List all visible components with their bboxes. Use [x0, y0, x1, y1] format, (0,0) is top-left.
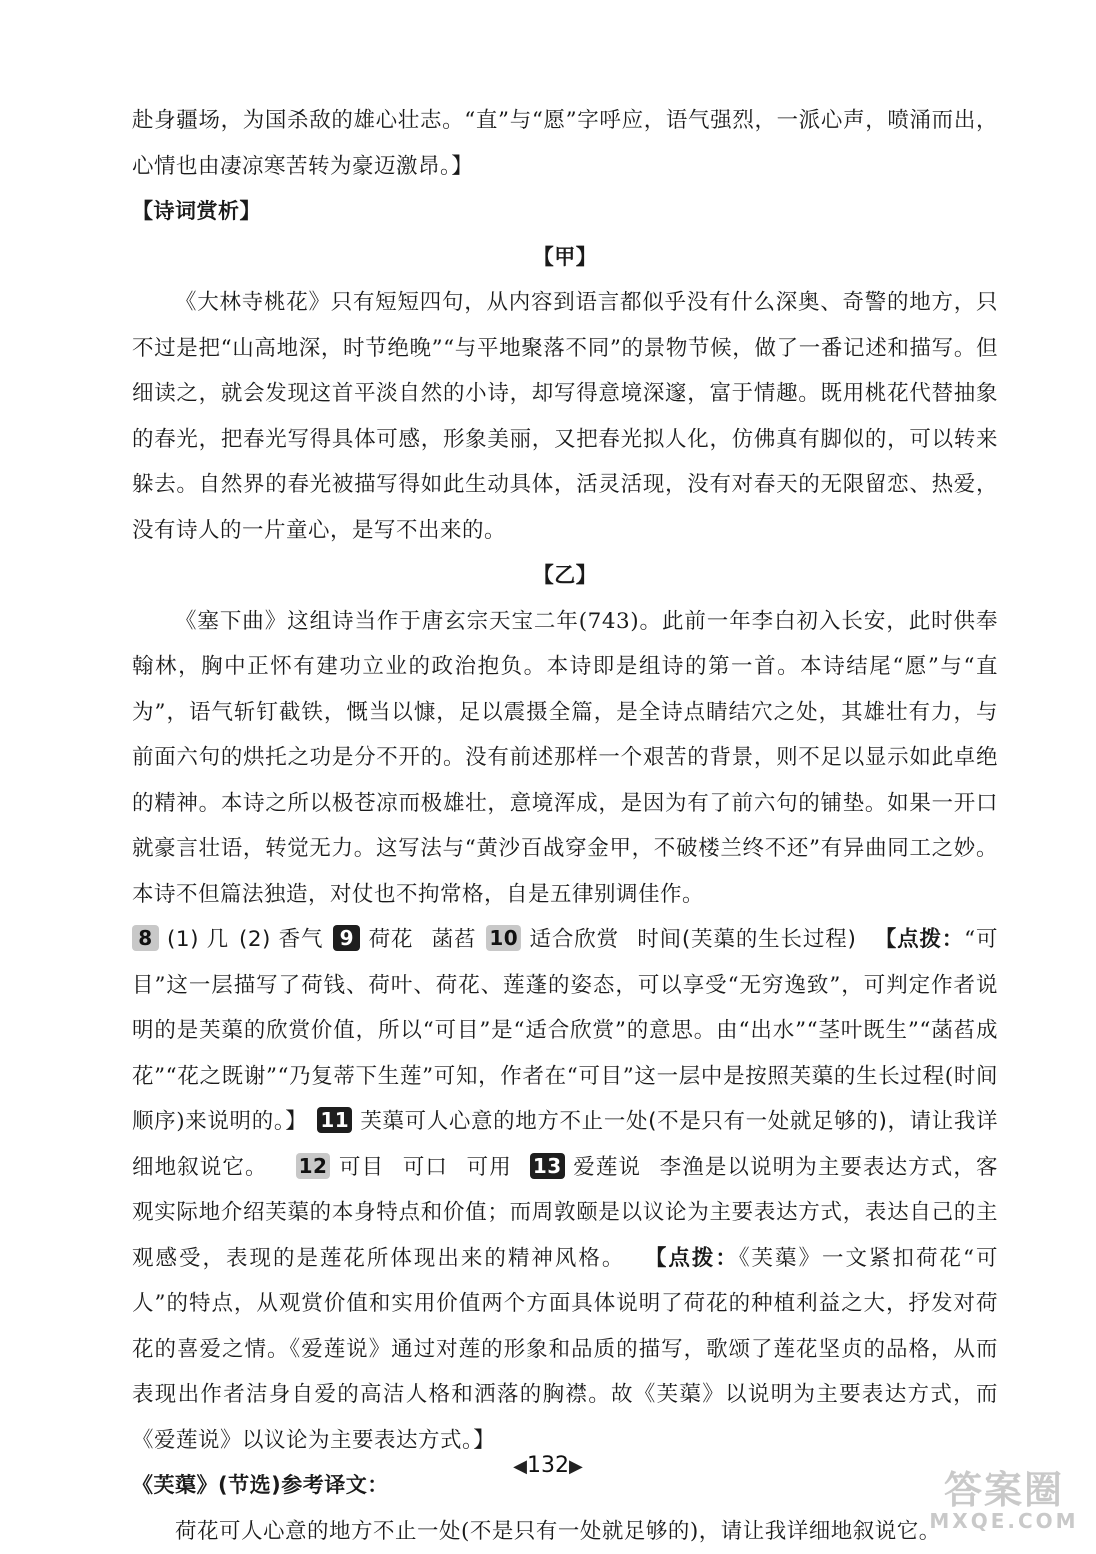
answer-10-1: 适合欣赏: [529, 927, 619, 952]
watermark-logo-text: 答案圈: [918, 1470, 1090, 1510]
triangle-left-icon: ◀: [513, 1456, 527, 1477]
answer-8-1: (1) 几: [167, 927, 229, 952]
answer-12-1: 可目: [338, 1155, 384, 1180]
answer-9-2: 菡萏: [431, 927, 476, 952]
watermark-url: MXQE.COM: [918, 1510, 1090, 1532]
answer-13-1: 爱莲说: [573, 1155, 641, 1180]
question-number-11: 11: [317, 1107, 352, 1133]
subheading-jia: 【甲】: [132, 235, 998, 281]
question-number-13: 13: [530, 1153, 565, 1179]
tip-label-10: 【点拨：: [874, 927, 964, 952]
tip-text-10: “可目”这一层描写了荷钱、荷叶、荷花、莲蓬的姿态，可以享受“无穷逸致”，可判定作者说明的是芙蕖的欣赏价值，所以“可目”是“适合欣赏”的意思。由“出水”“茎叶既生”“菡萏成花”“花之既谢”“乃复蒂下生莲”可知，作者在“可目”这一层中是按照芙蕖的生长过程(时间顺序)来说明的。】: [132, 927, 998, 1134]
question-number-9: 9: [333, 925, 360, 951]
paragraph-yi: 《塞下曲》这组诗当作于唐玄宗天宝二年(743)。此前一年李白初入长安，此时供奉翰林，胸中正怀有建功立业的政治抱负。本诗即是组诗的第一首。本诗结尾“愿”与“直为”，语气斩钉截铁，慨当以慷，足以震摄全篇，是全诗点睛结穴之处，其雄壮有力，与前面六句的烘托之功是分不开的。没有前述那样一个艰苦的背景，则不足以显示如此卓绝的精神。本诗之所以极苍凉而极雄壮，意境浑成，是因为有了前六句的铺垫。如果一开口就豪言壮语，转觉无力。这写法与“黄沙百战穿金甲，不破楼兰终不还”有异曲同工之妙。本诗不但篇法独造，对仗也不拘常格，自是五律别调佳作。: [132, 599, 998, 918]
answer-10-2: 时间(芙蕖的生长过程): [637, 927, 857, 952]
tip-text-13: 《芙蕖》一文紧扣荷花“可人”的特点，从观赏价值和实用价值两个方面具体说明了荷花的种植利益之大，抒发对荷花的喜爱之情。《爱莲说》通过对莲的形象和品质的描写，歌颂了莲花坚贞的品格，从而表现出作者洁身自爱的高洁人格和洒落的胸襟。故《芙蕖》以说明为主要表达方式，而《爱莲说》以议论为主要表达方式。】: [132, 1246, 998, 1453]
section-heading-poetry: 【诗词赏析】: [132, 189, 998, 235]
paragraph-continued: 赴身疆场，为国杀敌的雄心壮志。“直”与“愿”字呼应，语气强烈，一派心声，喷涌而出，心情也由凄凉寒苦转为豪迈激昂。】: [132, 98, 998, 189]
answer-12-3: 可用: [466, 1155, 512, 1180]
triangle-right-icon: ▶: [569, 1456, 583, 1477]
answer-13-2: 李渔是以说明为主要表达方式，客观实际地介绍芙蕖的本身特点和价值；而周敦颐是以议论为主要表达方式，表达自己的主观感受，表现的是莲花所体现出来的精神风格。: [132, 1155, 998, 1271]
answer-8-2: (2) 香气: [239, 927, 323, 952]
translation-heading: 《芙蕖》(节选)参考译文：: [132, 1463, 998, 1509]
question-number-8: 8: [132, 925, 159, 951]
answer-block: [132, 917, 998, 1463]
answer-12-2: 可口: [402, 1155, 448, 1180]
question-number-10: 10: [486, 925, 521, 951]
page-body: [132, 98, 998, 1554]
page-number: 132: [527, 1453, 569, 1478]
paragraph-jia: 《大林寺桃花》只有短短四句，从内容到语言都似乎没有什么深奥、奇警的地方，只不过是把“山高地深，时节绝晚”“与平地聚落不同”的景物节候，做了一番记述和描写。但细读之，就会发现这首平淡自然的小诗，却写得意境深邃，富于情趣。既用桃花代替抽象的春光，把春光写得具体可感，形象美丽，又把春光拟人化，仿佛真有脚似的，可以转来躲去。自然界的春光被描写得如此生动具体，活灵活现，没有对春天的无限留恋、热爱，没有诗人的一片童心，是写不出来的。: [132, 280, 998, 553]
watermark: [918, 1470, 1090, 1532]
tip-label-13: 【点拨：: [643, 1246, 738, 1271]
answer-11: 芙蕖可人心意的地方不止一处(不是只有一处就足够的)，请让我详细地叙说它。: [132, 1109, 998, 1180]
question-number-12: 12: [296, 1153, 331, 1179]
subheading-yi: 【乙】: [132, 553, 998, 599]
answer-9-1: 荷花: [368, 927, 413, 952]
translation-text: 荷花可人心意的地方不止一处(不是只有一处就足够的)，请让我详细地叙说它。: [132, 1509, 998, 1554]
